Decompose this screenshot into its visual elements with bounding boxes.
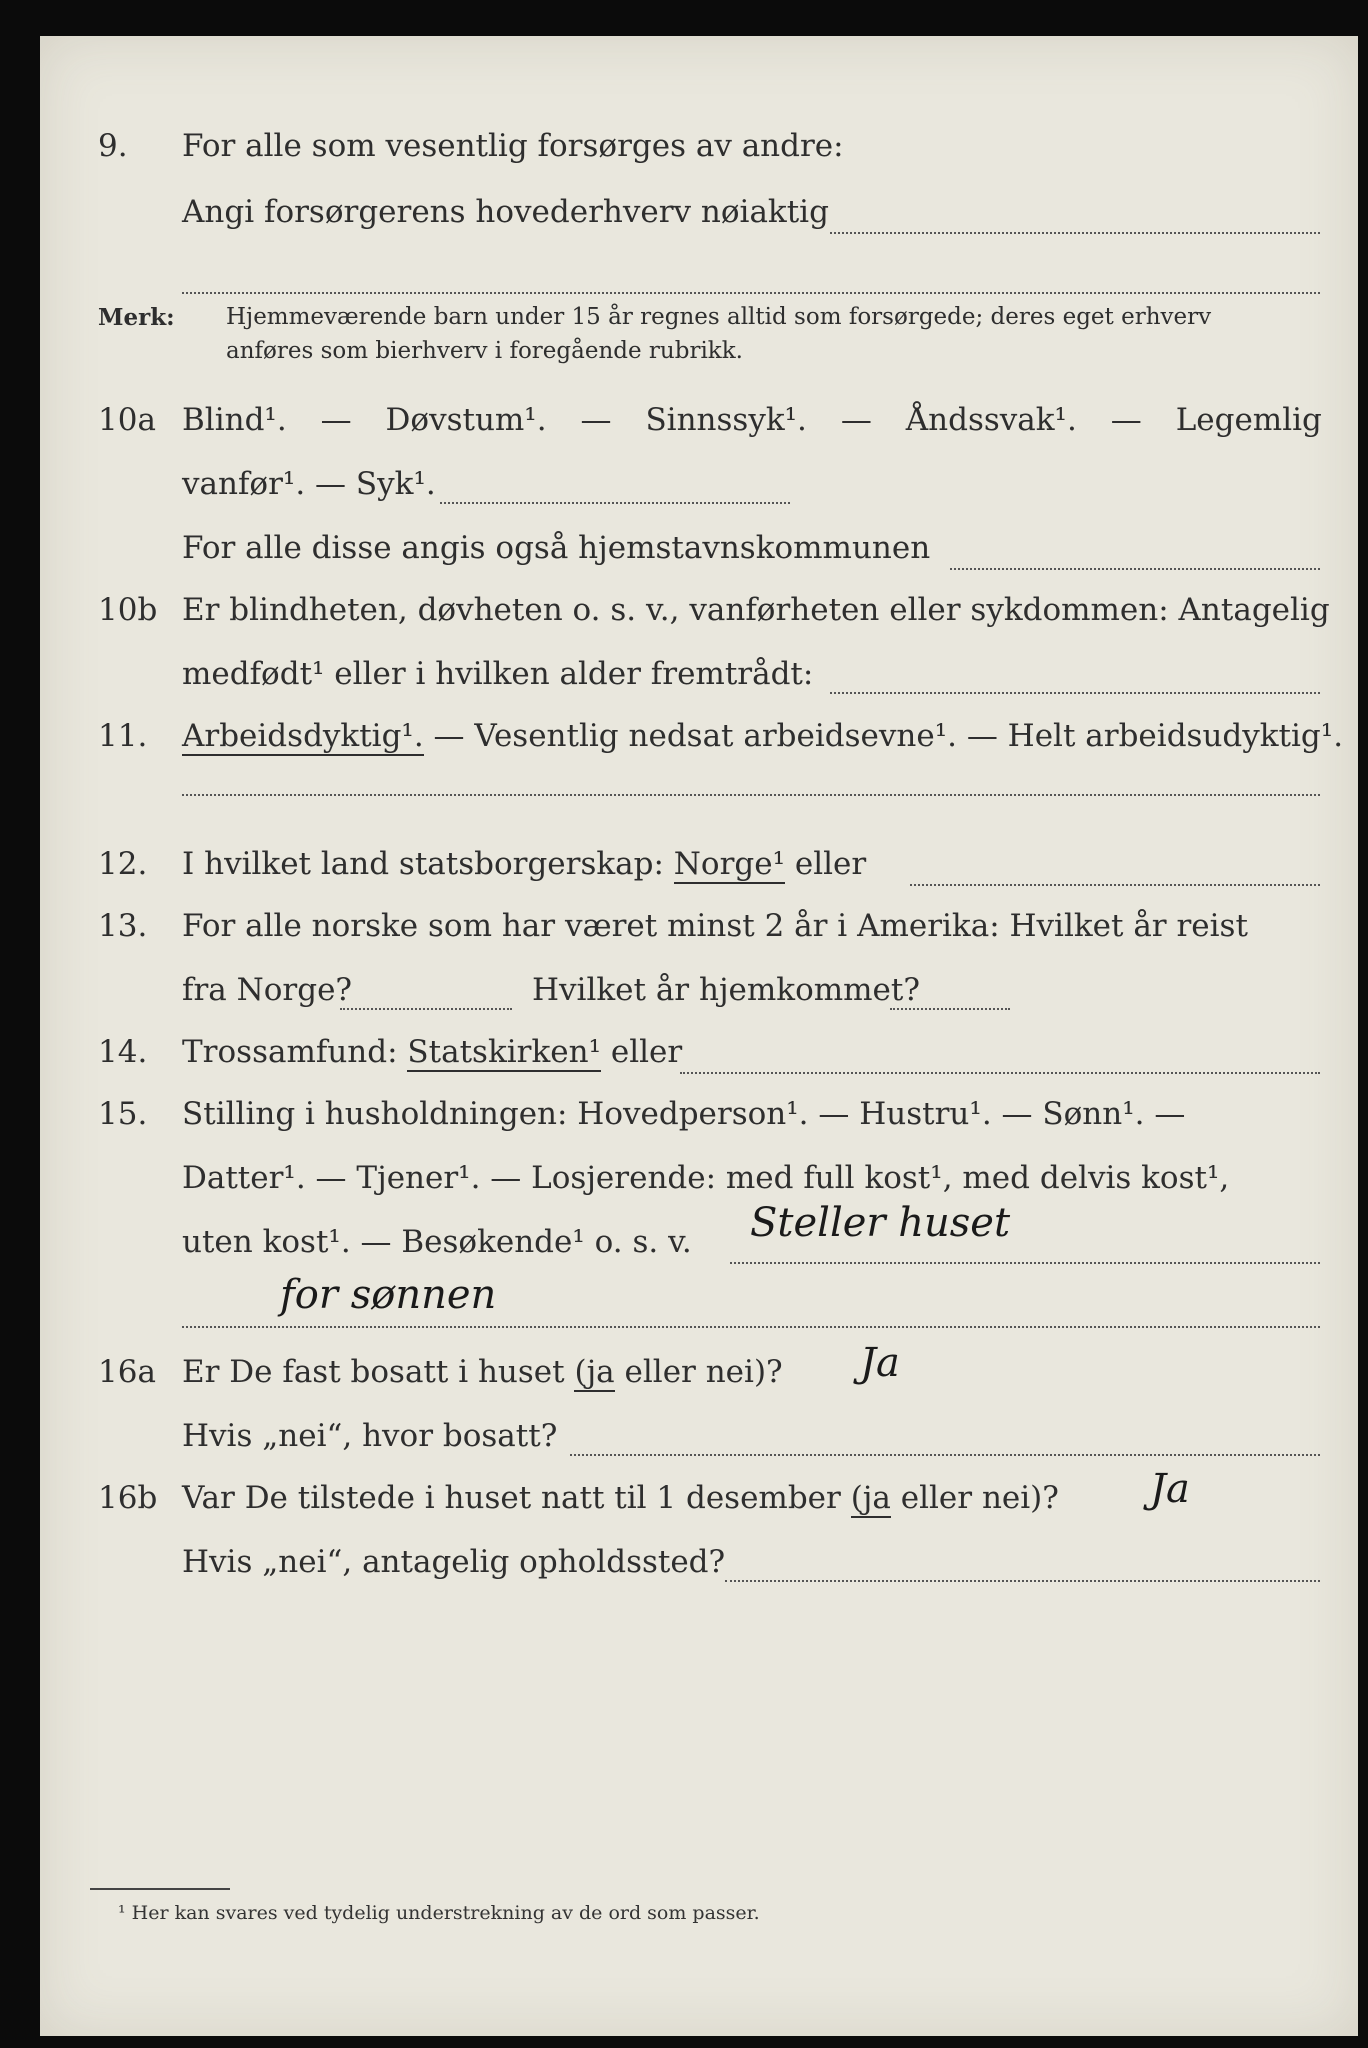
question-text: For alle disse angis også hjemstavnskommunen bbox=[182, 530, 931, 566]
answer-line bbox=[182, 292, 1320, 294]
underlined-answer: Arbeidsdyktig¹. bbox=[182, 718, 424, 754]
question-text: Var De tilstede i huset natt til 1 desember (ja eller nei)? bbox=[182, 1480, 1059, 1516]
question-text: Er De fast bosatt i huset (ja eller nei)? bbox=[182, 1354, 783, 1390]
answer-line bbox=[182, 1326, 1320, 1328]
question-text: Er blindheten, døvheten o. s. v., vanførheten eller sykdommen: Antagelig bbox=[182, 592, 1330, 628]
question-number: 10b bbox=[98, 592, 158, 628]
question-number: 11. bbox=[98, 718, 148, 754]
question-number: 15. bbox=[98, 1096, 148, 1132]
question-text: Stilling i husholdningen: Hovedperson¹. — Hustru¹. — Sønn¹. — bbox=[182, 1096, 1186, 1132]
question-text: For alle som vesentlig forsørges av andre: bbox=[182, 128, 844, 164]
answer-line bbox=[890, 1008, 1010, 1010]
answer-line bbox=[570, 1454, 1320, 1456]
answer-line bbox=[725, 1580, 1320, 1582]
underlined-answer: Norge¹ bbox=[673, 846, 786, 882]
answer-line bbox=[440, 502, 790, 504]
question-text: vanfør¹. — Syk¹. bbox=[182, 466, 436, 502]
question-text: Angi forsørgerens hovederhverv nøiaktig bbox=[182, 194, 829, 230]
handwritten-answer: Steller huset bbox=[750, 1200, 1011, 1246]
answer-line bbox=[830, 232, 1320, 234]
underlined-answer: (ja bbox=[850, 1480, 891, 1516]
answer-line bbox=[950, 568, 1320, 570]
note-text: anføres som bierhverv i foregående rubrikk. bbox=[226, 338, 743, 364]
question-text: Arbeidsdyktig¹. — Vesentlig nedsat arbeidsevne¹. — Helt arbeidsudyktig¹. bbox=[182, 718, 1344, 754]
question-text: For alle norske som har været minst 2 år i Amerika: Hvilket år reist bbox=[182, 908, 1248, 944]
handwritten-answer: for sønnen bbox=[280, 1272, 497, 1318]
question-text: uten kost¹. — Besøkende¹ o. s. v. bbox=[182, 1224, 692, 1260]
question-text: Trossamfund: Statskirken¹ eller bbox=[182, 1034, 683, 1070]
question-text: Datter¹. — Tjener¹. — Losjerende: med full kost¹, med delvis kost¹, bbox=[182, 1160, 1230, 1196]
question-number: 16b bbox=[98, 1480, 158, 1516]
footnote: ¹ Her kan svares ved tydelig understrekning av de ord som passer. bbox=[118, 1902, 760, 1924]
question-number: 16a bbox=[98, 1354, 156, 1390]
answer-line bbox=[182, 794, 1320, 796]
census-form-page bbox=[40, 36, 1358, 2036]
answer-line bbox=[910, 884, 1320, 886]
question-text: medfødt¹ eller i hvilken alder fremtrådt: bbox=[182, 656, 814, 692]
question-text: Blind¹. — Døvstum¹. — Sinnssyk¹. — Åndssvak¹. — Legemlig bbox=[182, 402, 1322, 438]
question-number: 9. bbox=[98, 128, 128, 164]
question-text: Hvis „nei“, antagelig opholdssted? bbox=[182, 1544, 726, 1580]
answer-line bbox=[680, 1072, 1320, 1074]
answer-line bbox=[730, 1262, 1320, 1264]
question-number: 10a bbox=[98, 402, 156, 438]
question-text: Hvilket år hjemkommet? bbox=[532, 972, 920, 1008]
answer-line bbox=[830, 692, 1320, 694]
question-number: 13. bbox=[98, 908, 148, 944]
question-number: 14. bbox=[98, 1034, 148, 1070]
question-number: 12. bbox=[98, 846, 148, 882]
question-text: I hvilket land statsborgerskap: Norge¹ eller bbox=[182, 846, 867, 882]
question-text: fra Norge? bbox=[182, 972, 353, 1008]
question-text: Hvis „nei“, hvor bosatt? bbox=[182, 1418, 558, 1454]
answer-line bbox=[340, 1008, 512, 1010]
handwritten-answer: Ja bbox=[860, 1340, 900, 1386]
note-text: Hjemmeværende barn under 15 år regnes alltid som forsørgede; deres eget erhverv bbox=[226, 304, 1212, 330]
note-label: Merk: bbox=[98, 304, 175, 331]
footnote-rule bbox=[90, 1888, 230, 1890]
underlined-answer: (ja bbox=[574, 1354, 615, 1390]
underlined-answer: Statskirken¹ bbox=[407, 1034, 601, 1070]
handwritten-answer: Ja bbox=[1150, 1466, 1190, 1512]
